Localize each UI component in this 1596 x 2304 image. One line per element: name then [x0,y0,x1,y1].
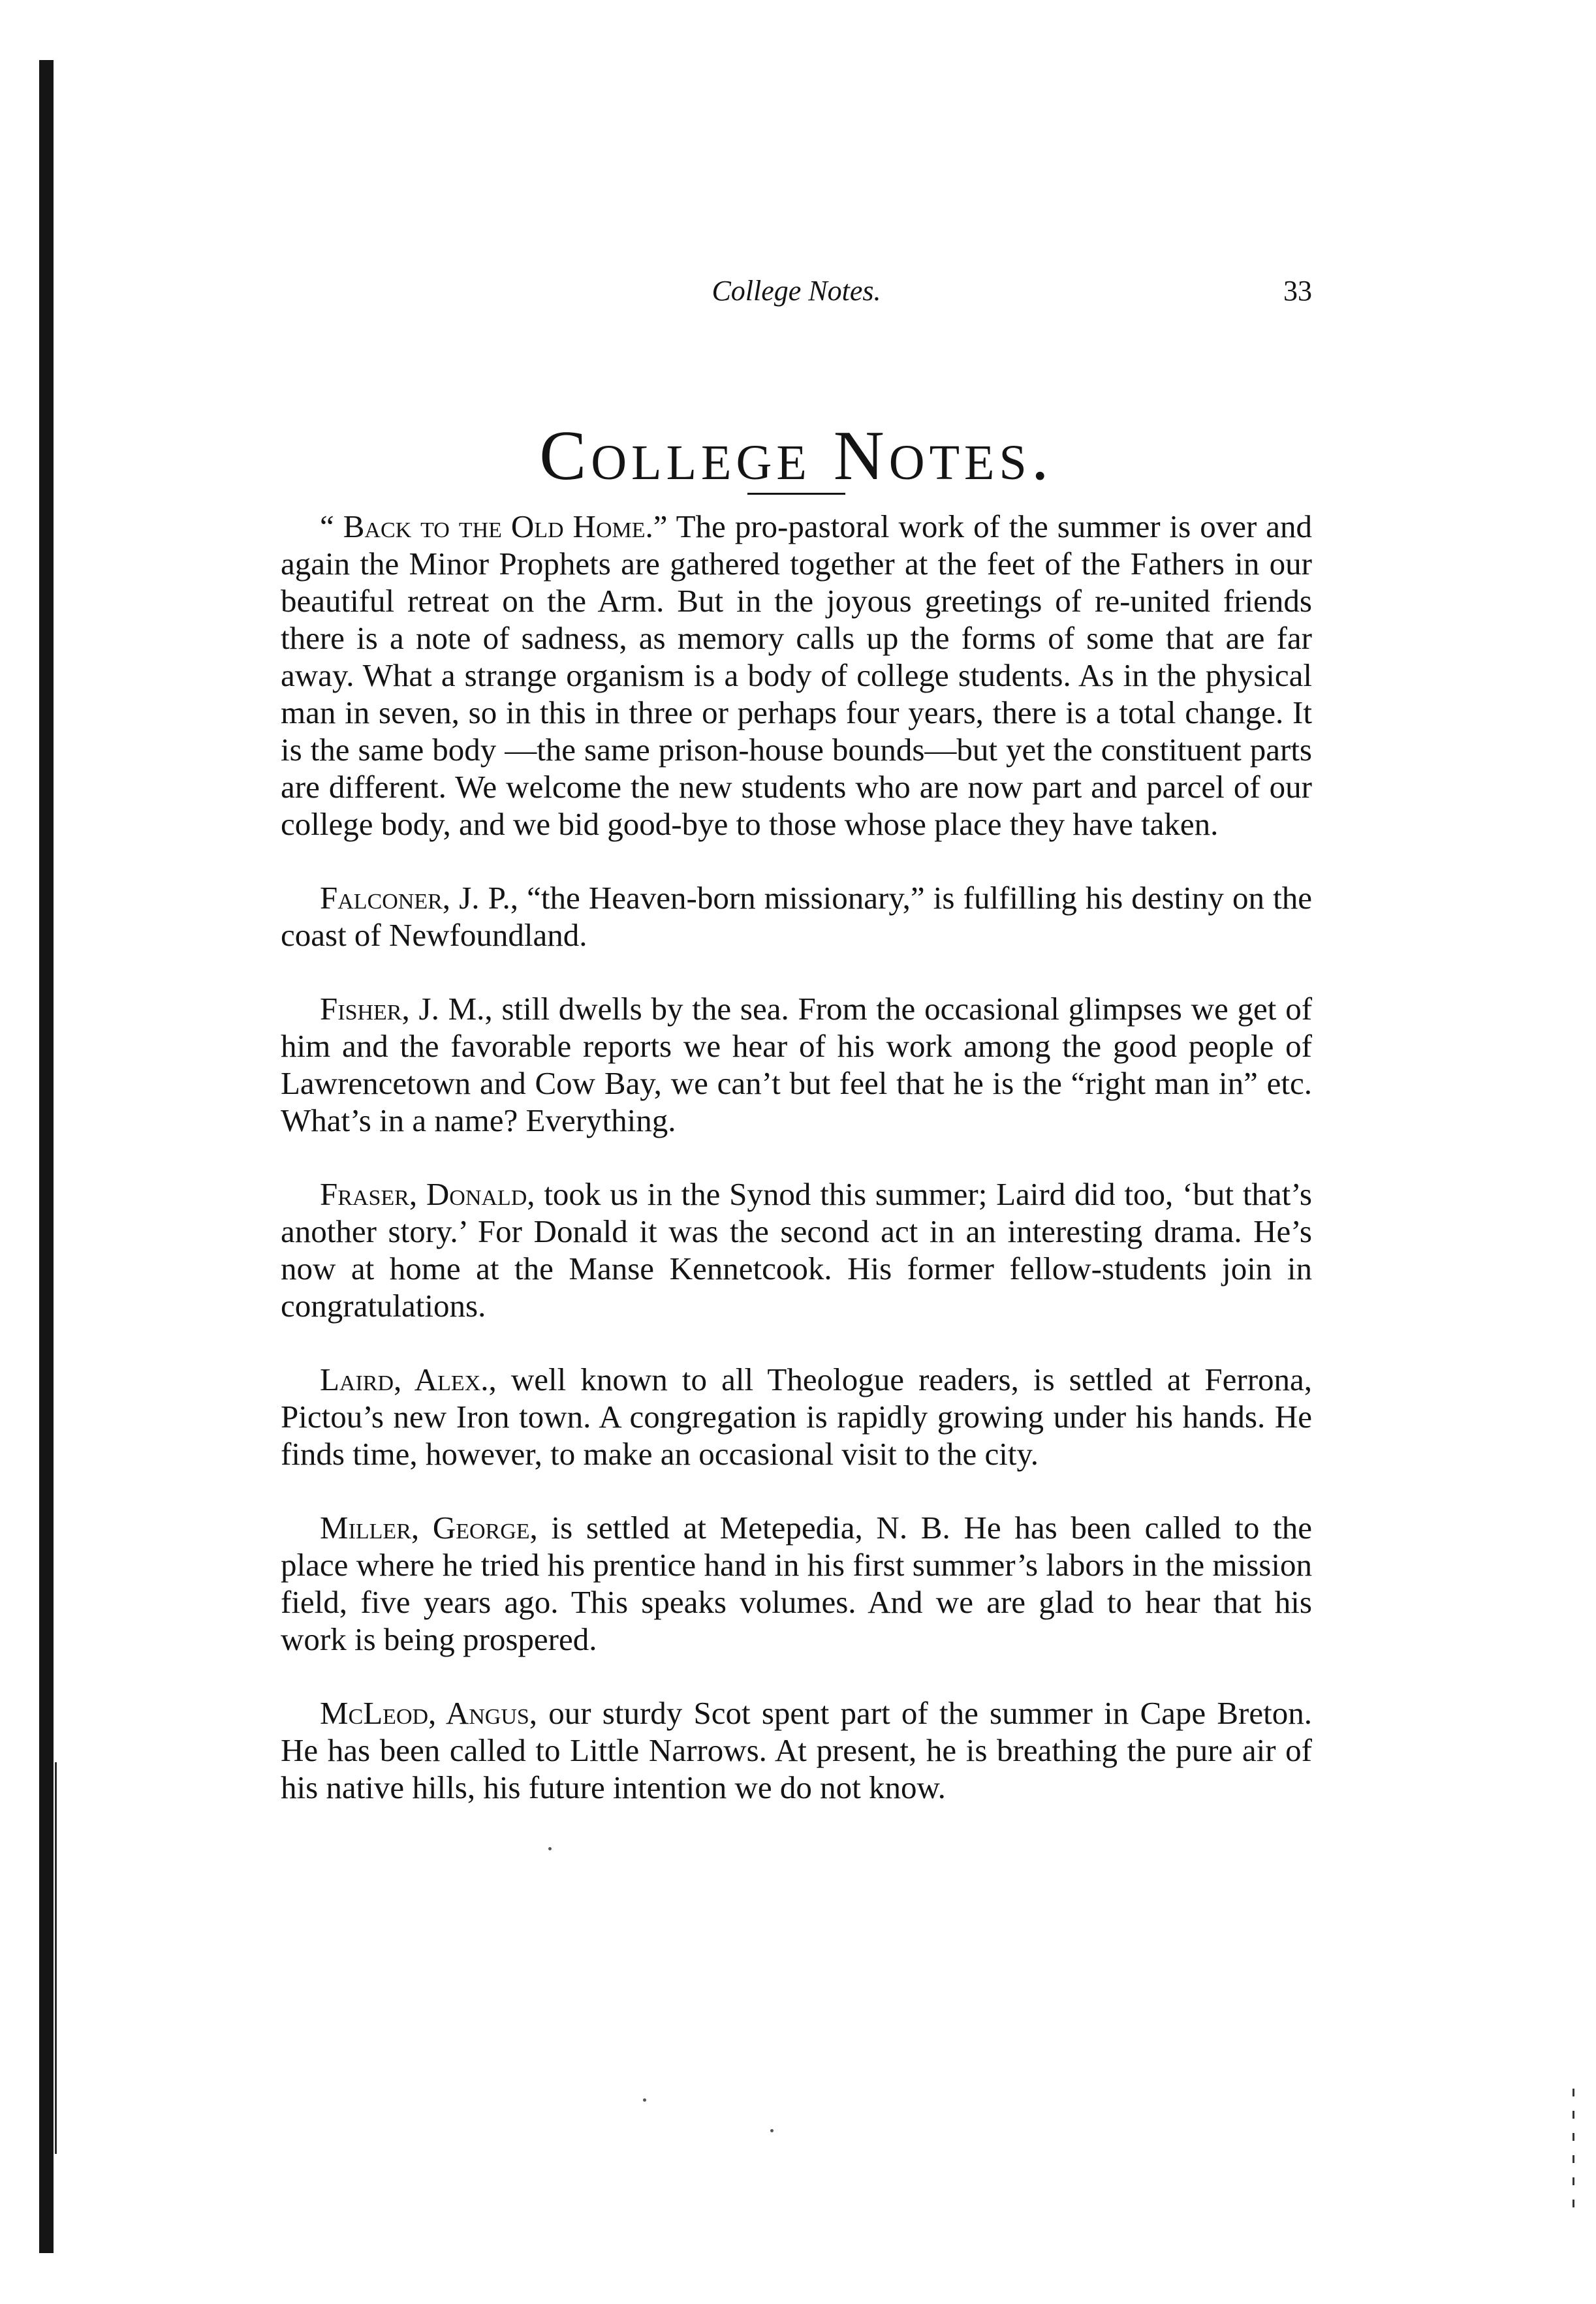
paragraph-mcleod [281,1694,1312,1806]
paragraph-text: The pro-pastoral work of the summer is over and again the Minor Prophets are gathered together at the feet of the Fathers in our beautiful retreat on the Arm. But in the joyous greetings of re-united friends there is a note of sadness, as memory calls up the forms of some that are far away. What a strange organism is a body of college students. As in the physical man in seven, so in this in three or perhaps four years, there is a total change. It is the same body —the same prison-house bounds—but yet the constituent parts are different. We welcome the new students who are now part and parcel of our college body, and we bid good-bye to those whose place they have taken. [281,508,1312,843]
paragraph-text: still dwells by the sea. From the occasional glimpses we get of him and the favorable reports we hear of his work among the good people of Lawrencetown and Cow Bay, we can’t but feel that he is the “right man in” etc. What’s in a name? Everything. [281,991,1313,1139]
paragraph-lead: Fisher, J. M., [320,991,493,1027]
running-header [281,261,1312,313]
page-binding-shadow [55,1762,57,2154]
paragraph-laird [281,1361,1312,1472]
margin-scan-marks [1567,2089,1580,2271]
paragraph-lead: Fraser, Donald, [320,1176,535,1213]
section-title: College Notes. [539,417,1054,495]
scan-speck [770,2129,774,2132]
paragraph-falconer [281,879,1312,954]
document-page [281,261,1312,1806]
paragraph-text: well known to all Theologue readers, is settled at Ferrona, Pictou’s new Iron town. A congregation is rapidly growing under his hands. He finds time, however, to make an occasional visit to the city. [281,1362,1313,1472]
paragraph-lead: Miller, George, [320,1510,538,1546]
paragraph-text: our sturdy Scot spent part of the summer in Cape Breton. He has been called to Little Narrows. At present, he is breathing the pure air of his native hills, his future intention we do not know. [281,1695,1312,1806]
paragraph-lead: McLeod, Angus, [320,1695,538,1732]
paragraph-text: “the Heaven-born missionary,” is fulfilling his destiny on the coast of Newfoundland. [281,880,1312,954]
paragraph-back-to-old-home [281,508,1312,843]
scan-speck [548,1847,552,1850]
paragraph-text: is settled at Metepedia, N. B. He has been called to the place where he tried his prentice hand in his first summer’s labors in the mission field, five years ago. This speaks volumes. And we are glad to hear that his work is being prospered. [281,1510,1312,1658]
running-title: College Notes. [712,275,881,307]
paragraph-text: took us in the Synod this summer; Laird did too, ‘but that’s another story.’ For Donald it was the second act in an interesting drama. He’s now at home at the Manse Kennetcook. His former fellow-students join in congratulations. [281,1176,1312,1324]
scan-speck [643,2098,646,2102]
page-number: 33 [1283,275,1312,307]
article-body [281,508,1312,1806]
paragraph-lead: Laird, Alex., [320,1362,497,1398]
paragraph-lead: “ Back to the Old Home.” [320,508,668,545]
paragraph-miller [281,1509,1312,1658]
paragraph-fraser [281,1175,1312,1324]
paragraph-lead: Falconer, J. P., [320,880,518,916]
page-binding-edge [39,60,54,2253]
paragraph-fisher [281,990,1312,1139]
